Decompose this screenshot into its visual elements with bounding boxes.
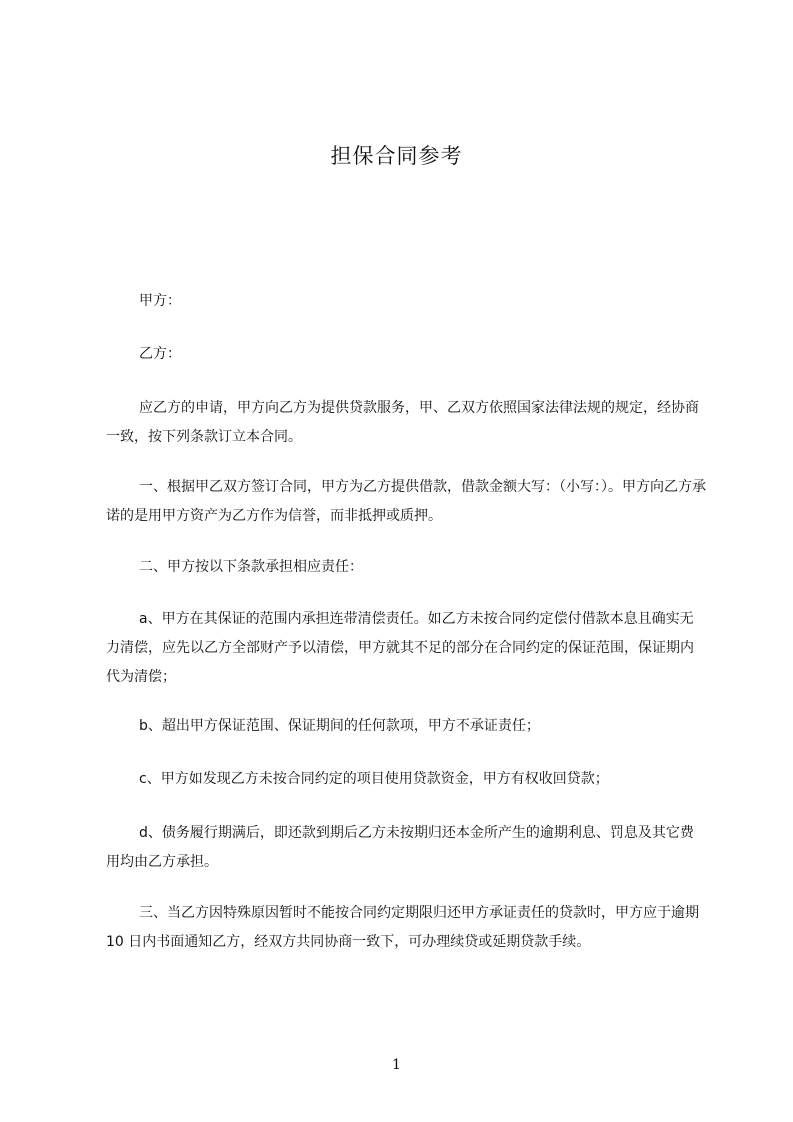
paragraph-clause-2: 二、甲方按以下条款承担相应责任： xyxy=(139,559,363,575)
paragraph-preamble: 应乙方的申请，甲方向乙方为提供贷款服务，甲、乙双方依照国家法律法规的规定，经协商一致，按下列条款订立本合同。 xyxy=(106,400,699,445)
paragraph-clause-2c: c、甲方如发现乙方未按合同约定的项目使用贷款资金，甲方有权收回贷款； xyxy=(139,771,609,787)
paragraph-clause-2b: b、超出甲方保证范围、保证期间的任何款项，甲方不承证责任； xyxy=(139,718,540,734)
paragraph-clause-3: 三、当乙方因特殊原因暂时不能按合同约定期限归还甲方承证责任的贷款时，甲方应于逾期 10 日内书面通知乙方，经双方共同协商一致下，可办理续贷或延期贷款手续。 xyxy=(106,905,699,950)
document-title: 担保合同参考 xyxy=(330,144,463,168)
paragraph-clause-2a: a、甲方在其保证的范围内承担连带清偿责任。如乙方未按合同约定偿付借款本息且确实无力清偿，应先以乙方全部财产予以清偿，甲方就其不足的部分在合同约定的保证范围，保证期内代为清偿； xyxy=(106,611,694,685)
party-a-label: 甲方： xyxy=(139,293,181,309)
paragraph-clause-2d: d、债务履行期满后，即还款到期后乙方未按期归还本金所产生的逾期利息、罚息及其它费用均由乙方承担。 xyxy=(106,825,694,870)
paragraph-clause-1: 一、根据甲乙双方签订合同，甲方为乙方提供借款，借款金额大写：（小写：）。甲方向乙方承诺的是用甲方资产为乙方作为信誉，而非抵押或质押。 xyxy=(106,479,706,524)
party-b-label: 乙方： xyxy=(139,346,181,362)
page-number: 1 xyxy=(392,1057,401,1073)
